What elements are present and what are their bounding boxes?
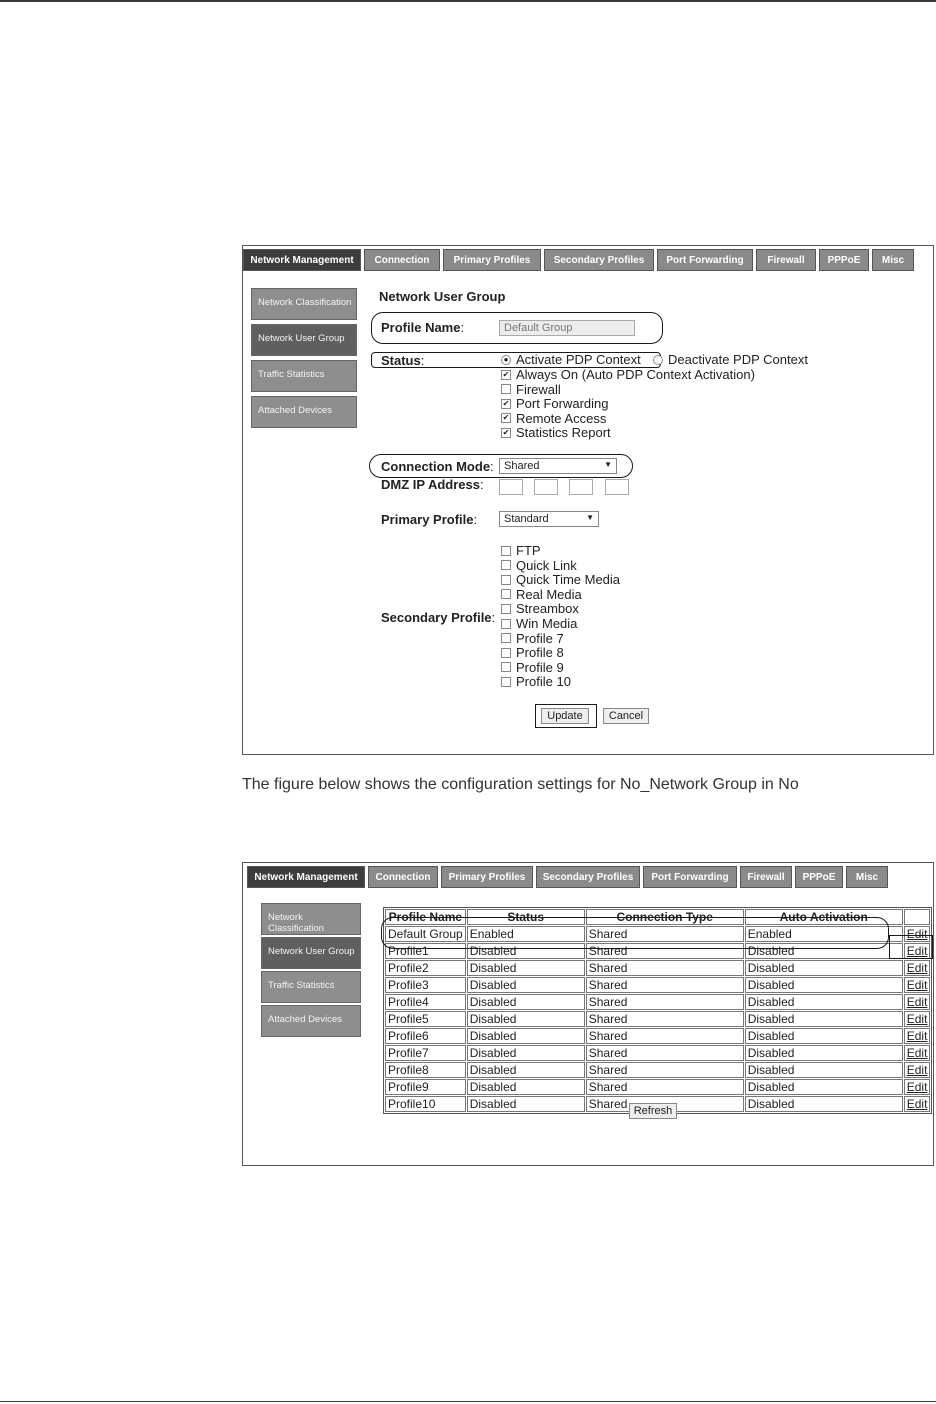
cancel-button[interactable]: Cancel — [603, 708, 649, 724]
edit-link[interactable]: Edit — [904, 1028, 931, 1044]
update-button[interactable]: Update — [541, 708, 589, 724]
tab-connection[interactable]: Connection — [368, 866, 438, 888]
tab-port-forwarding[interactable]: Port Forwarding — [643, 866, 737, 888]
check-always-on[interactable]: ✔ Always On (Auto PDP Context Activation) — [502, 367, 755, 382]
table-cell: Profile6 — [385, 1028, 466, 1044]
dmz-octet-2[interactable] — [534, 479, 558, 495]
tab-network-management[interactable]: Network Management — [243, 249, 361, 271]
secondary-profile-option[interactable]: Profile 10 — [501, 675, 571, 690]
table-row — [385, 1011, 930, 1027]
checkbox-checked-icon: ✔ — [502, 398, 510, 408]
table-cell: Shared — [586, 1096, 744, 1112]
table-cell: Default Group — [385, 926, 466, 942]
table-cell: Shared — [586, 1028, 744, 1044]
table-row — [385, 960, 930, 976]
checkbox-icon — [501, 384, 511, 394]
table-cell: Enabled — [745, 926, 903, 942]
radio-icon: ● — [501, 355, 511, 365]
tab-secondary-profiles[interactable]: Secondary Profiles — [544, 249, 654, 271]
table-cell: Disabled — [467, 994, 585, 1010]
tab-connection[interactable]: Connection — [364, 249, 440, 271]
secondary-profile-option[interactable]: Profile 8 — [501, 646, 564, 661]
tab-firewall[interactable]: Firewall — [740, 866, 792, 888]
sidebar-item-attached-devices[interactable]: Attached Devices — [261, 1005, 361, 1037]
table-cell: Disabled — [467, 1079, 585, 1095]
refresh-button[interactable]: Refresh — [629, 1103, 677, 1119]
chevron-down-icon: ▼ — [586, 513, 594, 522]
table-cell: Disabled — [467, 977, 585, 993]
table-cell: Disabled — [467, 1028, 585, 1044]
table-cell: Profile10 — [385, 1096, 466, 1112]
checkbox-icon — [501, 560, 511, 570]
checkbox-checked-icon: ✔ — [502, 413, 510, 423]
radio-icon — [653, 355, 663, 365]
status-label: Status: — [381, 353, 425, 368]
checkbox-checked-icon: ✔ — [502, 427, 510, 437]
connection-mode-label: Connection Mode: — [381, 459, 494, 474]
table-cell: Disabled — [467, 960, 585, 976]
edit-link[interactable]: Edit — [904, 994, 931, 1010]
checkbox-icon — [501, 619, 511, 629]
secondary-profile-option[interactable]: FTP — [501, 544, 541, 559]
check-firewall[interactable]: Firewall — [501, 383, 561, 398]
table-cell: Disabled — [745, 1028, 903, 1044]
status-activate-radio[interactable]: ● Activate PDP Context — [501, 353, 641, 368]
table-cell: Disabled — [467, 943, 585, 959]
edit-link[interactable]: Edit — [904, 943, 931, 959]
table-cell: Profile1 — [385, 943, 466, 959]
secondary-profile-option[interactable]: Quick Link — [501, 559, 577, 574]
table-cell: Disabled — [745, 1045, 903, 1061]
dmz-label: DMZ IP Address: — [381, 477, 484, 492]
table-cell: Shared — [586, 977, 744, 993]
status-deactivate-radio[interactable]: Deactivate PDP Context — [653, 353, 808, 368]
table-cell: Disabled — [745, 994, 903, 1010]
table-cell: Disabled — [745, 977, 903, 993]
sidebar-item-traffic-statistics[interactable]: Traffic Statistics — [261, 971, 361, 1003]
table-cell: Enabled — [467, 926, 585, 942]
tab-primary-profiles[interactable]: Primary Profiles — [443, 249, 541, 271]
edit-link[interactable]: Edit — [904, 926, 931, 942]
table-cell: Shared — [586, 1011, 744, 1027]
table-cell: Disabled — [745, 1096, 903, 1112]
tab-pppoe[interactable]: PPPoE — [795, 866, 843, 888]
table-cell: Shared — [586, 926, 744, 942]
table-row — [385, 977, 930, 993]
check-remote-access[interactable]: ✔ Remote Access — [502, 410, 607, 426]
table-row — [385, 1062, 930, 1078]
column-header: Profile Name — [385, 909, 466, 925]
tab-network-management[interactable]: Network Management — [247, 866, 365, 888]
checkbox-icon — [501, 677, 511, 687]
tab-misc[interactable]: Misc — [872, 249, 914, 271]
table-cell: Shared — [586, 1045, 744, 1061]
connection-mode-select[interactable]: Shared ▼ — [499, 458, 617, 474]
sidebar-item-network-classification[interactable]: Network Classification — [251, 288, 357, 320]
sidebar-item-network-classification[interactable]: Network Classification — [261, 903, 361, 935]
top-rule — [0, 0, 936, 2]
table-cell: Profile2 — [385, 960, 466, 976]
secondary-profile-label: Secondary Profile: — [381, 610, 496, 625]
table-row — [385, 1045, 930, 1061]
table-cell: Disabled — [745, 1062, 903, 1078]
secondary-profile-option[interactable]: Streambox — [501, 602, 579, 617]
table-cell: Disabled — [745, 943, 903, 959]
table-cell: Profile5 — [385, 1011, 466, 1027]
tab-bar — [247, 866, 891, 890]
table-cell: Disabled — [745, 1011, 903, 1027]
secondary-profile-option[interactable]: Quick Time Media — [501, 573, 620, 588]
chevron-down-icon: ▼ — [604, 460, 612, 469]
edit-link[interactable]: Edit — [904, 977, 931, 993]
checkbox-icon — [501, 546, 511, 556]
tab-primary-profiles[interactable]: Primary Profiles — [441, 866, 533, 888]
dmz-octet-4[interactable] — [605, 479, 629, 495]
tab-firewall[interactable]: Firewall — [756, 249, 816, 271]
table-cell: Shared — [586, 994, 744, 1010]
table-cell: Shared — [586, 960, 744, 976]
table-cell: Disabled — [467, 1045, 585, 1061]
column-header — [904, 909, 931, 925]
table-cell: Profile7 — [385, 1045, 466, 1061]
primary-profile-select[interactable]: Standard ▼ — [499, 511, 599, 527]
check-statistics-report[interactable]: ✔ Statistics Report — [502, 425, 611, 440]
checkbox-checked-icon: ✔ — [502, 369, 510, 379]
edit-link[interactable]: Edit — [904, 960, 931, 976]
bottom-rule — [0, 1401, 936, 1402]
sidebar — [251, 288, 357, 428]
sidebar-item-network-user-group[interactable]: Network User Group — [251, 324, 357, 356]
tab-misc[interactable]: Misc — [846, 866, 888, 888]
table-cell: Profile8 — [385, 1062, 466, 1078]
checkbox-icon — [501, 604, 511, 614]
edit-link[interactable]: Edit — [904, 1062, 931, 1078]
check-port-forwarding[interactable]: ✔ Port Forwarding — [502, 396, 609, 411]
table-cell: Profile3 — [385, 977, 466, 993]
table-cell: Shared — [586, 1079, 744, 1095]
dmz-octet-1[interactable] — [499, 479, 523, 495]
table-row — [385, 1079, 930, 1095]
secondary-profile-option[interactable]: Real Media — [501, 588, 582, 603]
table-row — [385, 994, 930, 1010]
table-cell: Disabled — [467, 1011, 585, 1027]
sidebar-item-traffic-statistics[interactable]: Traffic Statistics — [251, 360, 357, 392]
edit-link[interactable]: Edit — [904, 1096, 931, 1112]
edit-link[interactable]: Edit — [904, 1011, 931, 1027]
secondary-profile-option[interactable]: Profile 9 — [501, 661, 564, 676]
edit-link[interactable]: Edit — [904, 1045, 931, 1061]
table-cell: Shared — [586, 943, 744, 959]
table-cell: Disabled — [745, 960, 903, 976]
callout-edit-link — [889, 935, 933, 959]
figure-network-user-group-form — [242, 245, 934, 755]
sidebar — [261, 903, 361, 1037]
profile-name-label: Profile Name: — [381, 320, 465, 335]
checkbox-icon — [501, 662, 511, 672]
figure-caption: The figure below shows the configuration settings for No_Network Group in No — [242, 776, 799, 793]
tab-secondary-profiles[interactable]: Secondary Profiles — [536, 866, 640, 888]
secondary-profile-option[interactable]: Profile 7 — [501, 632, 564, 647]
primary-profile-label: Primary Profile: — [381, 512, 478, 527]
table-row — [385, 1028, 930, 1044]
sidebar-item-network-user-group[interactable]: Network User Group — [261, 937, 361, 969]
profile-name-input[interactable]: Default Group — [499, 320, 635, 336]
tab-port-forwarding[interactable]: Port Forwarding — [657, 249, 753, 271]
table-cell: Disabled — [745, 1079, 903, 1095]
table-cell: Disabled — [467, 1096, 585, 1112]
checkbox-icon — [501, 633, 511, 643]
table-cell: Shared — [586, 1062, 744, 1078]
tab-bar — [243, 249, 917, 273]
sidebar-item-attached-devices[interactable]: Attached Devices — [251, 396, 357, 428]
edit-link[interactable]: Edit — [904, 1079, 931, 1095]
page-title: Network User Group — [379, 289, 506, 304]
table-cell: Profile9 — [385, 1079, 466, 1095]
figure-network-user-group-table — [242, 862, 934, 1166]
column-header: Auto Activation — [745, 909, 903, 925]
checkbox-icon — [501, 589, 511, 599]
dmz-octet-3[interactable] — [569, 479, 593, 495]
tab-pppoe[interactable]: PPPoE — [819, 249, 869, 271]
column-header: Connection Type — [586, 909, 744, 925]
table-cell: Disabled — [467, 1062, 585, 1078]
callout-default-group-row — [381, 917, 889, 949]
table-cell: Profile4 — [385, 994, 466, 1010]
checkbox-icon — [501, 648, 511, 658]
checkbox-icon — [501, 575, 511, 585]
secondary-profile-option[interactable]: Win Media — [501, 617, 577, 632]
column-header: Status — [467, 909, 585, 925]
